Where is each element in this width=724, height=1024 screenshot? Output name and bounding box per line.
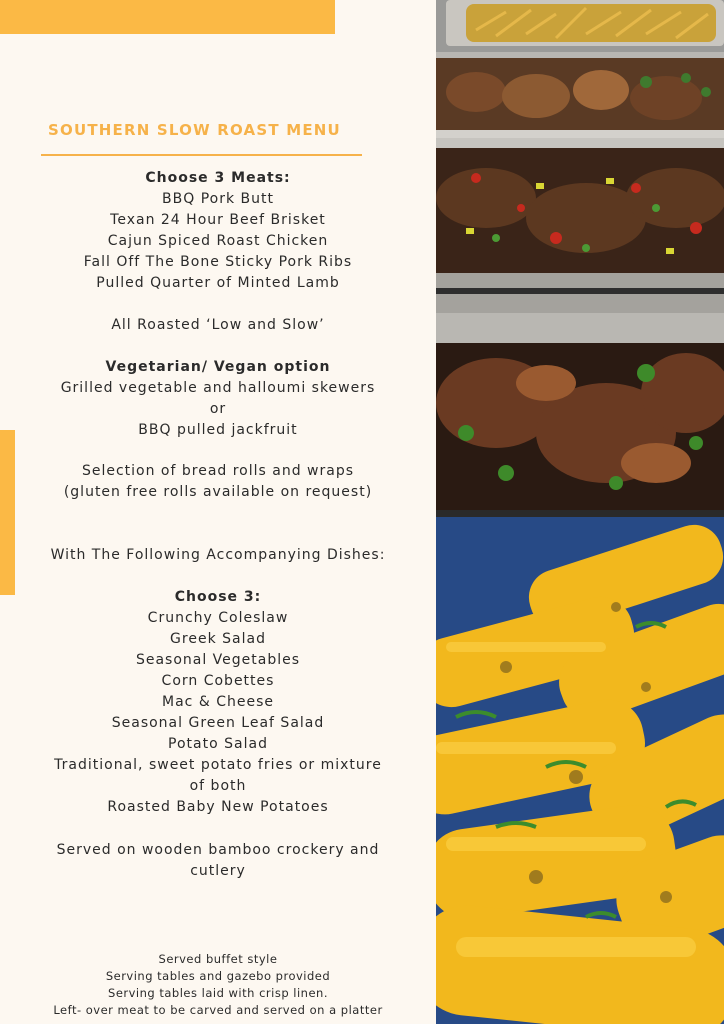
veg-heading: Vegetarian/ Vegan option (105, 359, 331, 375)
meat-item: Texan 24 Hour Beef Brisket (110, 212, 326, 228)
side-item: Seasonal Green Leaf Salad (111, 715, 325, 731)
footer-line: Served buffet style (158, 952, 278, 966)
photo-column (436, 0, 724, 1024)
side-item: of both (189, 778, 247, 794)
pulled-pork-peppers-photo (436, 138, 724, 313)
corn-cobettes-photo (436, 517, 724, 1024)
roast-note: All Roasted ‘Low and Slow’ (111, 317, 325, 333)
meats-heading: Choose 3 Meats: (145, 170, 291, 186)
side-accent-bar (0, 430, 15, 595)
footer-line: Left- over meat to be carved and served on a platter (53, 1003, 383, 1017)
veg-item: Grilled vegetable and halloumi skewers (60, 380, 376, 396)
side-item: Roasted Baby New Potatoes (107, 799, 329, 815)
menu-title: SOUTHERN SLOW ROAST MENU (48, 121, 341, 139)
sides-intro: With The Following Accompanying Dishes: (50, 547, 386, 563)
meat-item: Cajun Spiced Roast Chicken (107, 233, 329, 249)
footer-notes (0, 951, 436, 1019)
side-item: Crunchy Coleslaw (147, 610, 289, 626)
side-item: Traditional, sweet potato fries or mixture (54, 757, 382, 773)
pulled-meat-herbs-photo (436, 313, 724, 510)
sides-heading: Choose 3: (174, 589, 262, 605)
meats-section (0, 168, 436, 294)
meat-item: Fall Off The Bone Sticky Pork Ribs (83, 254, 353, 270)
title-divider (41, 154, 362, 156)
crockery-line: Served on wooden bamboo crockery and (56, 842, 380, 858)
crockery-note (0, 840, 436, 882)
side-item: Seasonal Vegetables (135, 652, 301, 668)
top-accent-bar (0, 0, 335, 34)
veg-item: or (209, 401, 227, 417)
meat-item: Pulled Quarter of Minted Lamb (96, 275, 340, 291)
sides-section (0, 587, 436, 818)
bread-section (0, 461, 436, 503)
side-item: Greek Salad (170, 631, 266, 647)
footer-line: Serving tables and gazebo provided (105, 969, 331, 983)
bread-line: (gluten free rolls available on request) (63, 484, 373, 500)
vegetarian-section (0, 357, 436, 441)
fries-tray-photo (436, 0, 724, 52)
side-item: Potato Salad (168, 736, 268, 752)
bread-line: Selection of bread rolls and wraps (81, 463, 355, 479)
footer-line: Serving tables laid with crisp linen. (108, 986, 328, 1000)
roast-chicken-photo (436, 52, 724, 138)
side-item: Mac & Cheese (162, 694, 274, 710)
meat-item: BBQ Pork Butt (162, 191, 274, 207)
veg-item: BBQ pulled jackfruit (138, 422, 298, 438)
crockery-line: cutlery (190, 863, 246, 879)
side-item: Corn Cobettes (161, 673, 275, 689)
